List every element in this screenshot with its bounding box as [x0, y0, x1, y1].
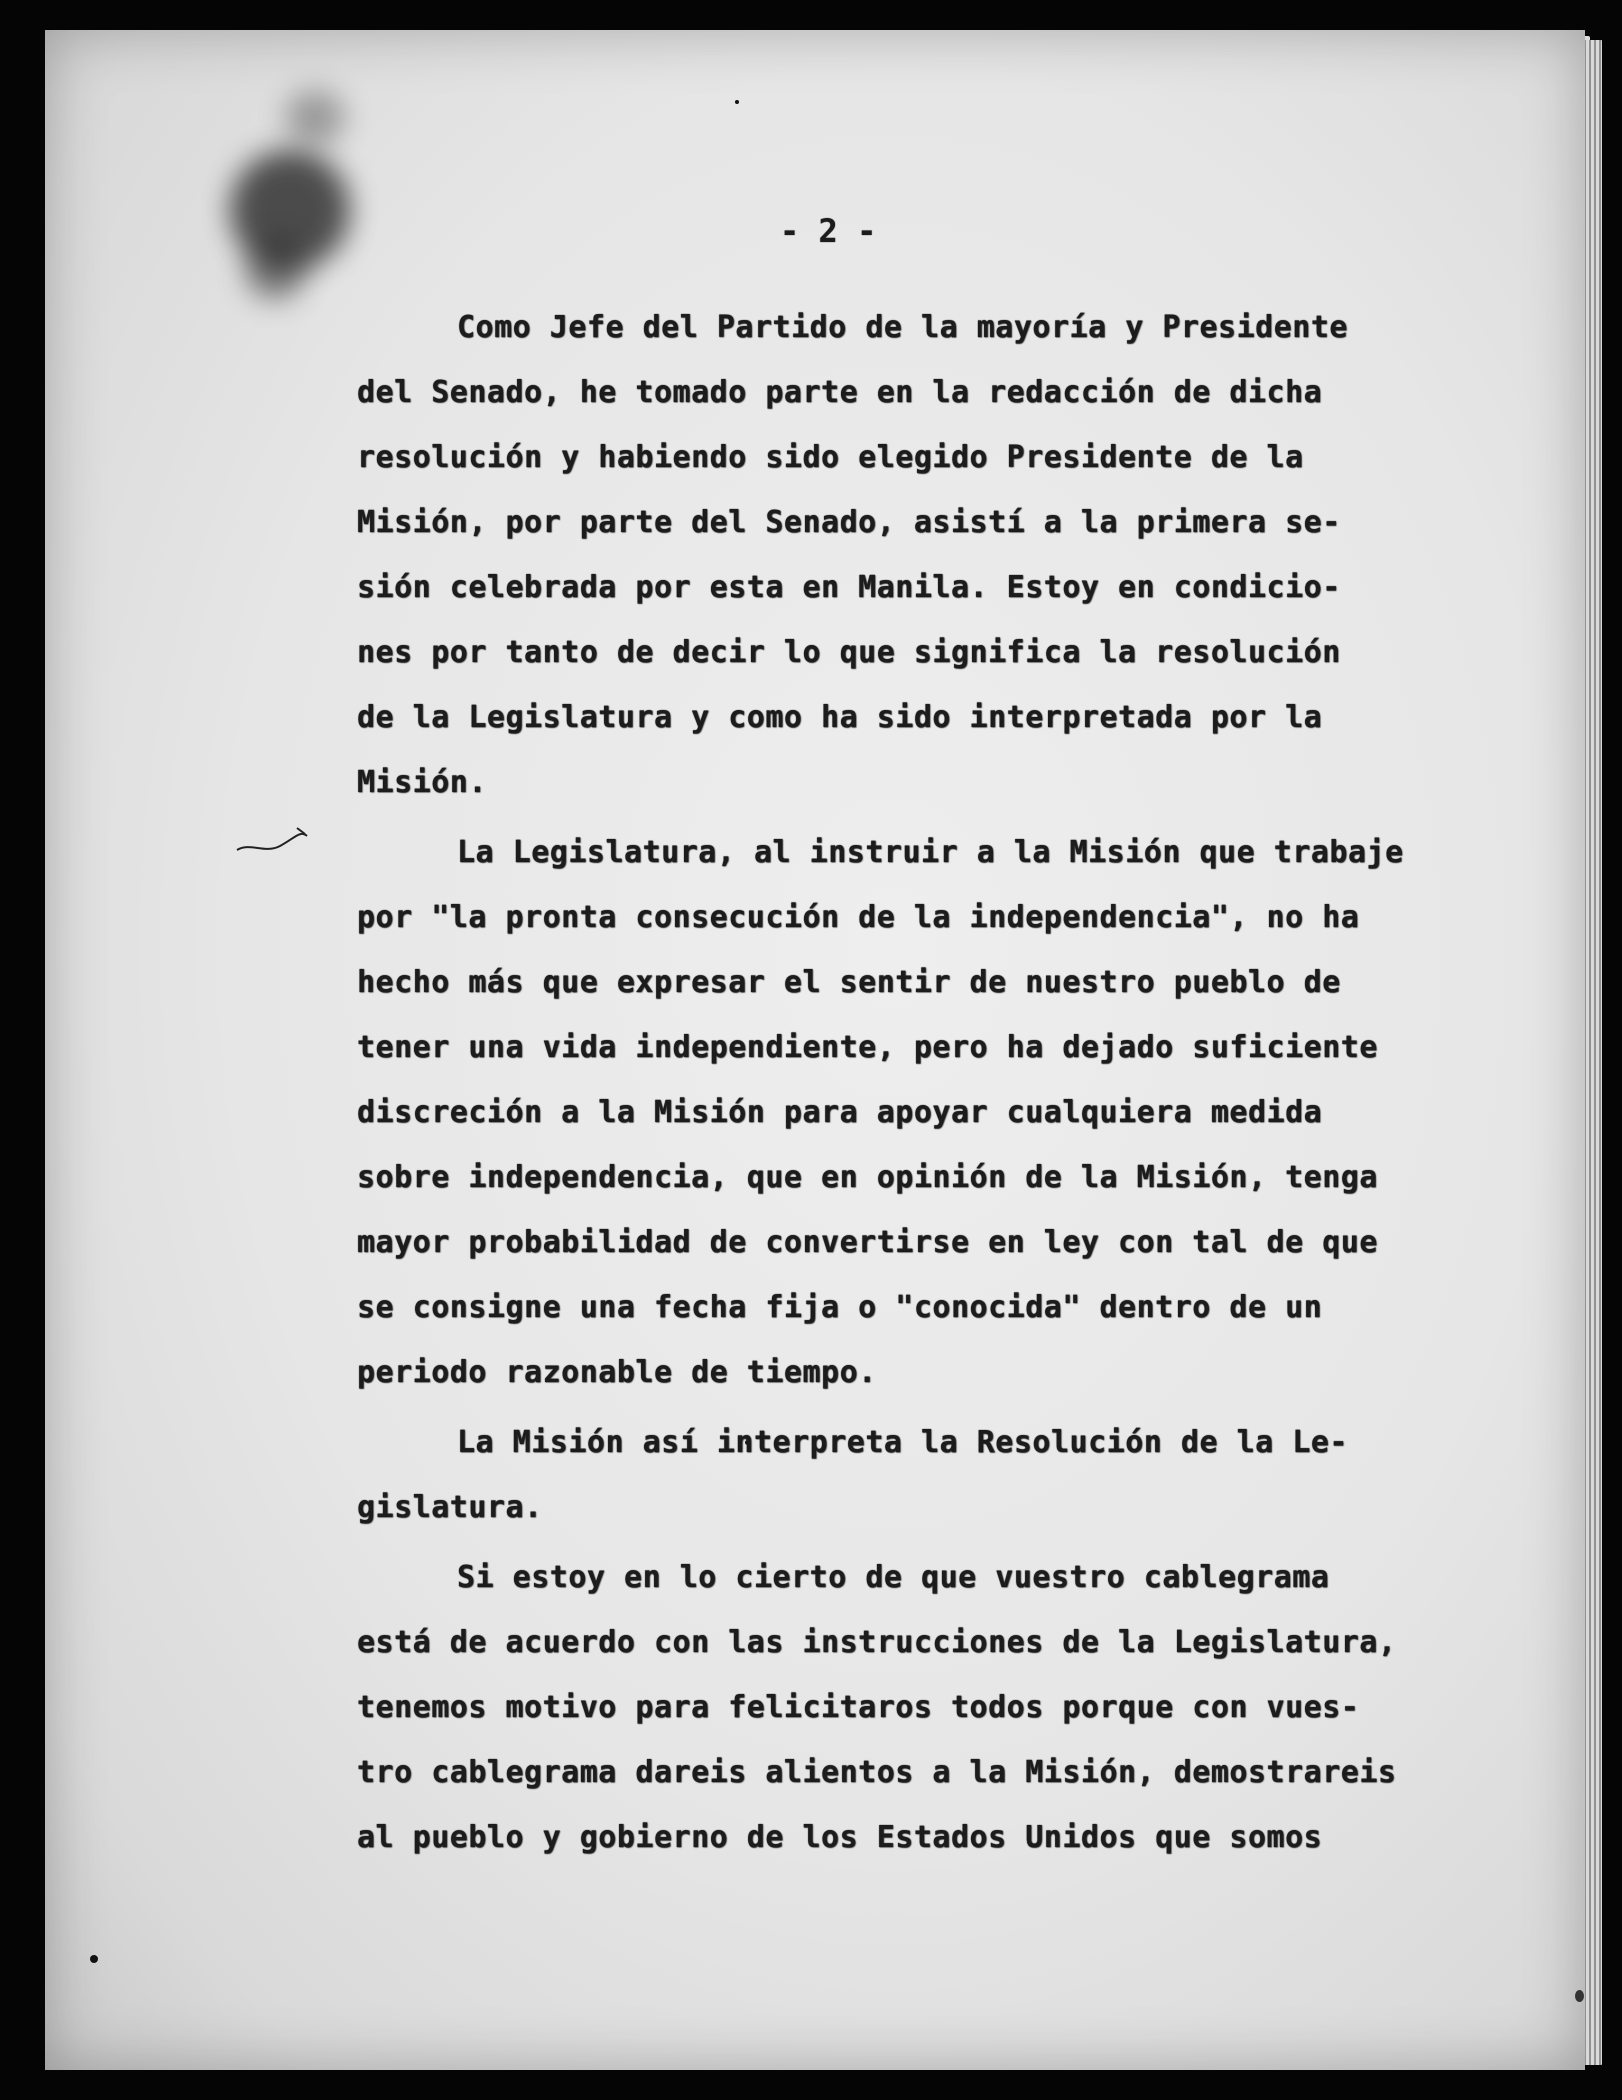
- text-line: Como Jefe del Partido de la mayoría y Presidente: [457, 310, 1348, 345]
- text-line: periodo razonable de tiempo.: [357, 1355, 877, 1390]
- text-line: sión celebrada por esta en Manila. Estoy en condicio-: [357, 570, 1341, 605]
- text-line: Misión, por parte del Senado, asistí a la primera se-: [357, 505, 1341, 540]
- text-line: de la Legislatura y como ha sido interpretada por la: [357, 700, 1323, 735]
- text-line: tenemos motivo para felicitaros todos porque con vues-: [357, 1690, 1360, 1725]
- page-number: - 2 -: [780, 212, 877, 250]
- text-line: sobre independencia, que en opinión de la Misión, tenga: [357, 1160, 1378, 1195]
- pencil-mark-icon: [235, 820, 315, 860]
- ink-blot: [285, 90, 345, 145]
- text-line: La Legislatura, al instruir a la Misión que trabaje: [457, 835, 1404, 870]
- text-line: se consigne una fecha fija o "conocida" dentro de un: [357, 1290, 1323, 1325]
- text-line: La Misión así interpreta la Resolución de la Le-: [457, 1425, 1348, 1460]
- text-line: al pueblo y gobierno de los Estados Unidos que somos: [357, 1820, 1323, 1855]
- ink-speck: [1575, 1990, 1584, 2002]
- text-line: Si estoy en lo cierto de que vuestro cablegrama: [457, 1560, 1330, 1595]
- text-line: nes por tanto de decir lo que significa la resolución: [357, 635, 1341, 670]
- text-line: por "la pronta consecución de la independencia", no ha: [357, 900, 1360, 935]
- ink-speck: [90, 1955, 98, 1963]
- text-line: hecho más que expresar el sentir de nuestro pueblo de: [357, 965, 1341, 1000]
- ink-speck: [735, 100, 739, 104]
- text-line: tener una vida independiente, pero ha dejado suficiente: [357, 1030, 1378, 1065]
- text-line: discreción a la Misión para apoyar cualquiera medida: [357, 1095, 1323, 1130]
- text-line: mayor probabilidad de convertirse en ley con tal de que: [357, 1225, 1378, 1260]
- ink-blot: [245, 240, 305, 300]
- text-line: está de acuerdo con las instrucciones de la Legislatura,: [357, 1625, 1397, 1660]
- text-line: gislatura.: [357, 1490, 543, 1525]
- text-line: resolución y habiendo sido elegido Presidente de la: [357, 440, 1304, 475]
- text-line: Misión.: [357, 765, 487, 800]
- stacked-page-edges: [1584, 40, 1602, 2065]
- text-line: del Senado, he tomado parte en la redacción de dicha: [357, 375, 1323, 410]
- text-line: tro cablegrama dareis alientos a la Misión, demostrareis: [357, 1755, 1397, 1790]
